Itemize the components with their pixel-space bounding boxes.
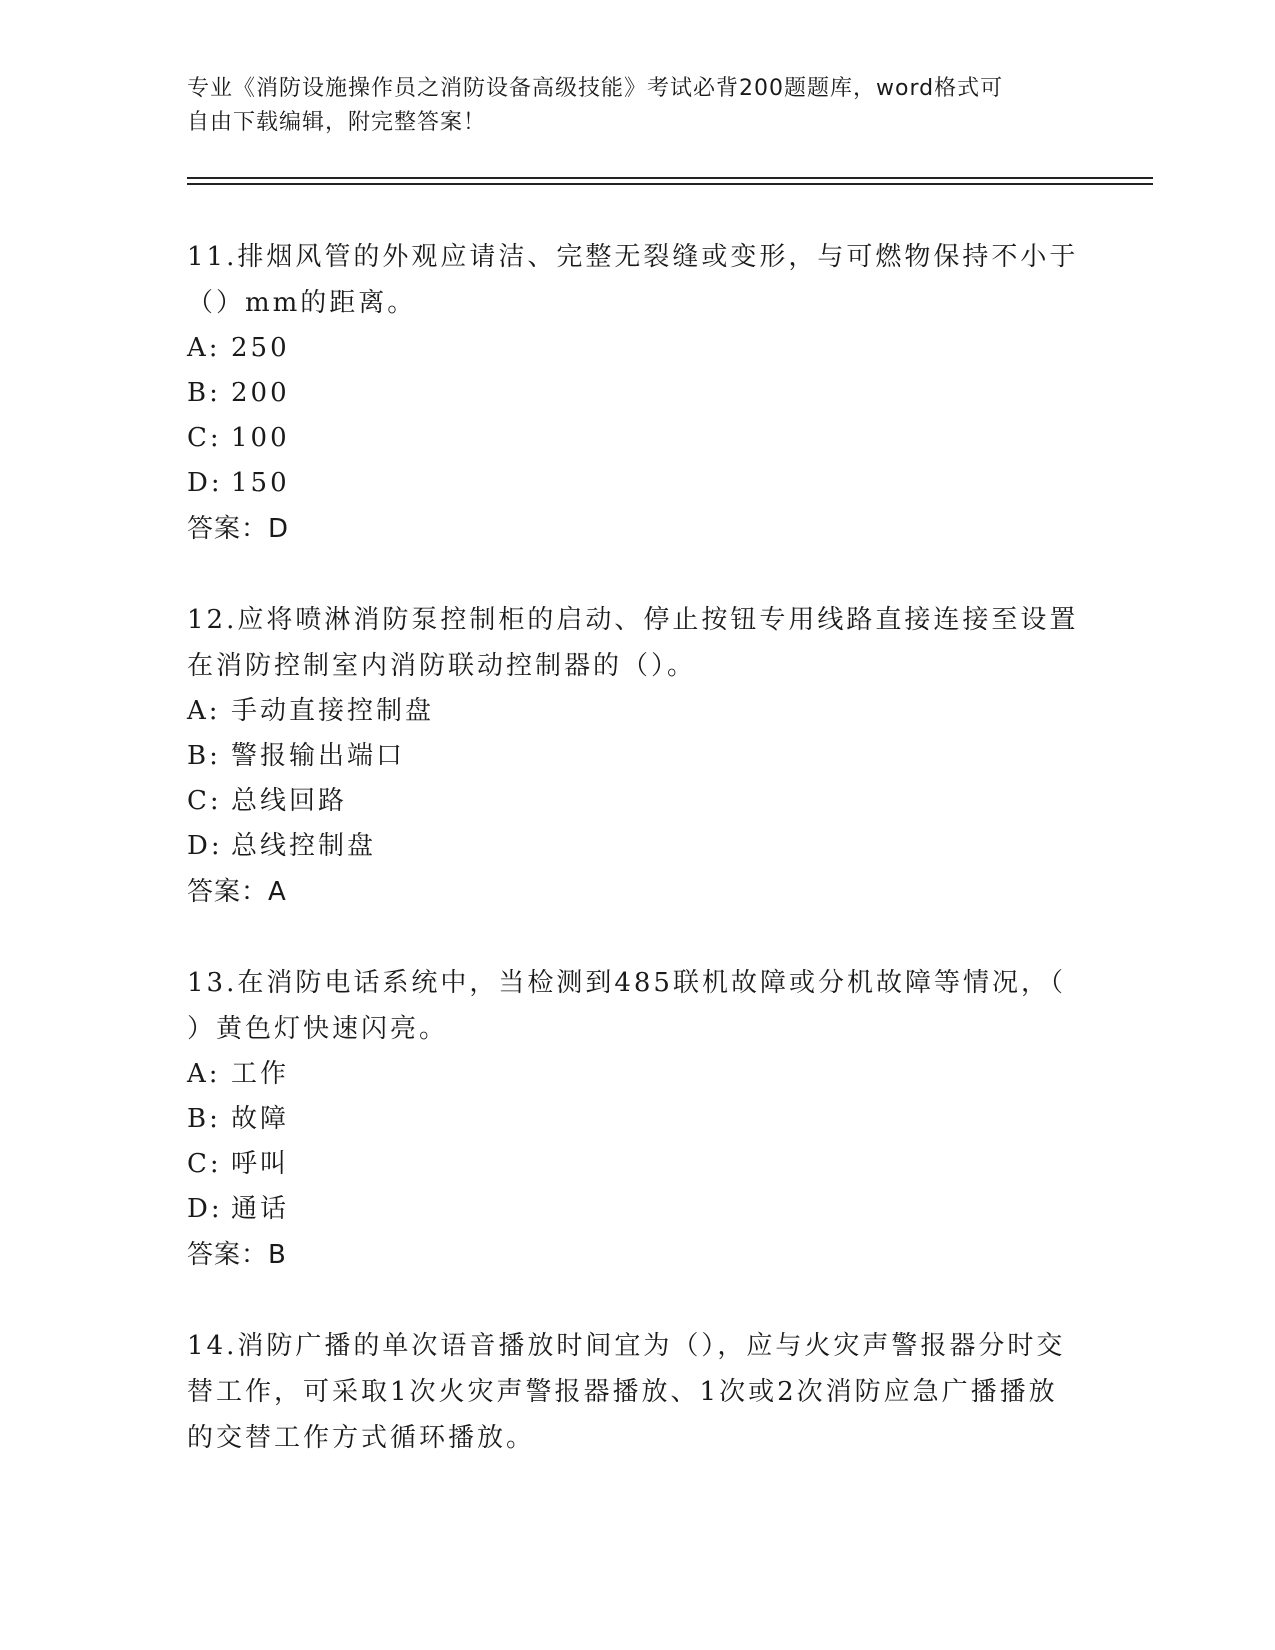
question-14 [187, 1323, 1087, 1461]
document-header [187, 72, 1067, 140]
option-a [187, 326, 1087, 371]
header-line-2: 自由下载编辑，附完整答案！ [187, 110, 487, 135]
option-letter: A: [187, 333, 221, 363]
option-d [187, 461, 1087, 506]
option-text: 警报输出端口 [231, 741, 406, 771]
answer-line: 答案：B [187, 1240, 287, 1270]
option-c [187, 779, 1087, 824]
option-letter: D: [187, 468, 223, 498]
option-b [187, 1097, 1087, 1142]
question-text-line: 替工作，可采取1次火灾声警报器播放、1次或2次消防应急广播播放 [187, 1377, 1058, 1407]
option-c [187, 1142, 1087, 1187]
option-text: 250 [231, 333, 290, 363]
question-text-line: 的交替工作方式循环播放。 [187, 1423, 536, 1453]
option-letter: B: [187, 1104, 221, 1134]
option-text: 故障 [231, 1104, 290, 1134]
header-line-1: 专业《消防设施操作员之消防设备高级技能》考试必背200题题库，word格式可 [187, 76, 1004, 101]
option-letter: B: [187, 378, 221, 408]
option-text: 手动直接控制盘 [231, 696, 435, 726]
option-letter: D: [187, 1194, 223, 1224]
question-text-line: 14.消防广播的单次语音播放时间宜为（），应与火灾声警报器分时交 [187, 1331, 1066, 1361]
option-a [187, 1052, 1087, 1097]
header-divider-top [187, 177, 1153, 179]
question-text-line: 11.排烟风管的外观应请洁、完整无裂缝或变形，与可燃物保持不小于 [187, 242, 1079, 272]
option-text: 150 [231, 468, 290, 498]
option-letter: C: [187, 1149, 222, 1179]
option-text: 呼叫 [231, 1149, 290, 1179]
answer-line: 答案：D [187, 514, 290, 544]
answer-line: 答案：A [187, 877, 287, 907]
option-b [187, 734, 1087, 779]
question-text-line: 12.应将喷淋消防泵控制柜的启动、停止按钮专用线路直接连接至设置 [187, 605, 1079, 635]
question-11 [187, 234, 1087, 552]
question-12 [187, 597, 1087, 915]
option-letter: A: [187, 696, 221, 726]
option-d [187, 824, 1087, 869]
option-letter: C: [187, 786, 222, 816]
question-text-line: ）黄色灯快速闪亮。 [187, 1014, 449, 1044]
question-text-line: （）mm的距离。 [187, 288, 417, 318]
option-d [187, 1187, 1087, 1232]
option-letter: D: [187, 831, 223, 861]
option-text: 总线控制盘 [231, 831, 377, 861]
option-text: 200 [231, 378, 290, 408]
question-13 [187, 960, 1087, 1278]
question-text-line: 在消防控制室内消防联动控制器的（）。 [187, 651, 697, 681]
option-letter: C: [187, 423, 222, 453]
option-letter: B: [187, 741, 221, 771]
option-letter: A: [187, 1059, 221, 1089]
option-b [187, 371, 1087, 416]
option-text: 通话 [231, 1194, 290, 1224]
question-text-line: 13.在消防电话系统中，当检测到485联机故障或分机故障等情况，（ [187, 968, 1066, 998]
option-text: 总线回路 [231, 786, 348, 816]
option-text: 100 [231, 423, 290, 453]
option-c [187, 416, 1087, 461]
option-text: 工作 [231, 1059, 290, 1089]
header-divider-bottom [187, 183, 1153, 185]
option-a [187, 689, 1087, 734]
